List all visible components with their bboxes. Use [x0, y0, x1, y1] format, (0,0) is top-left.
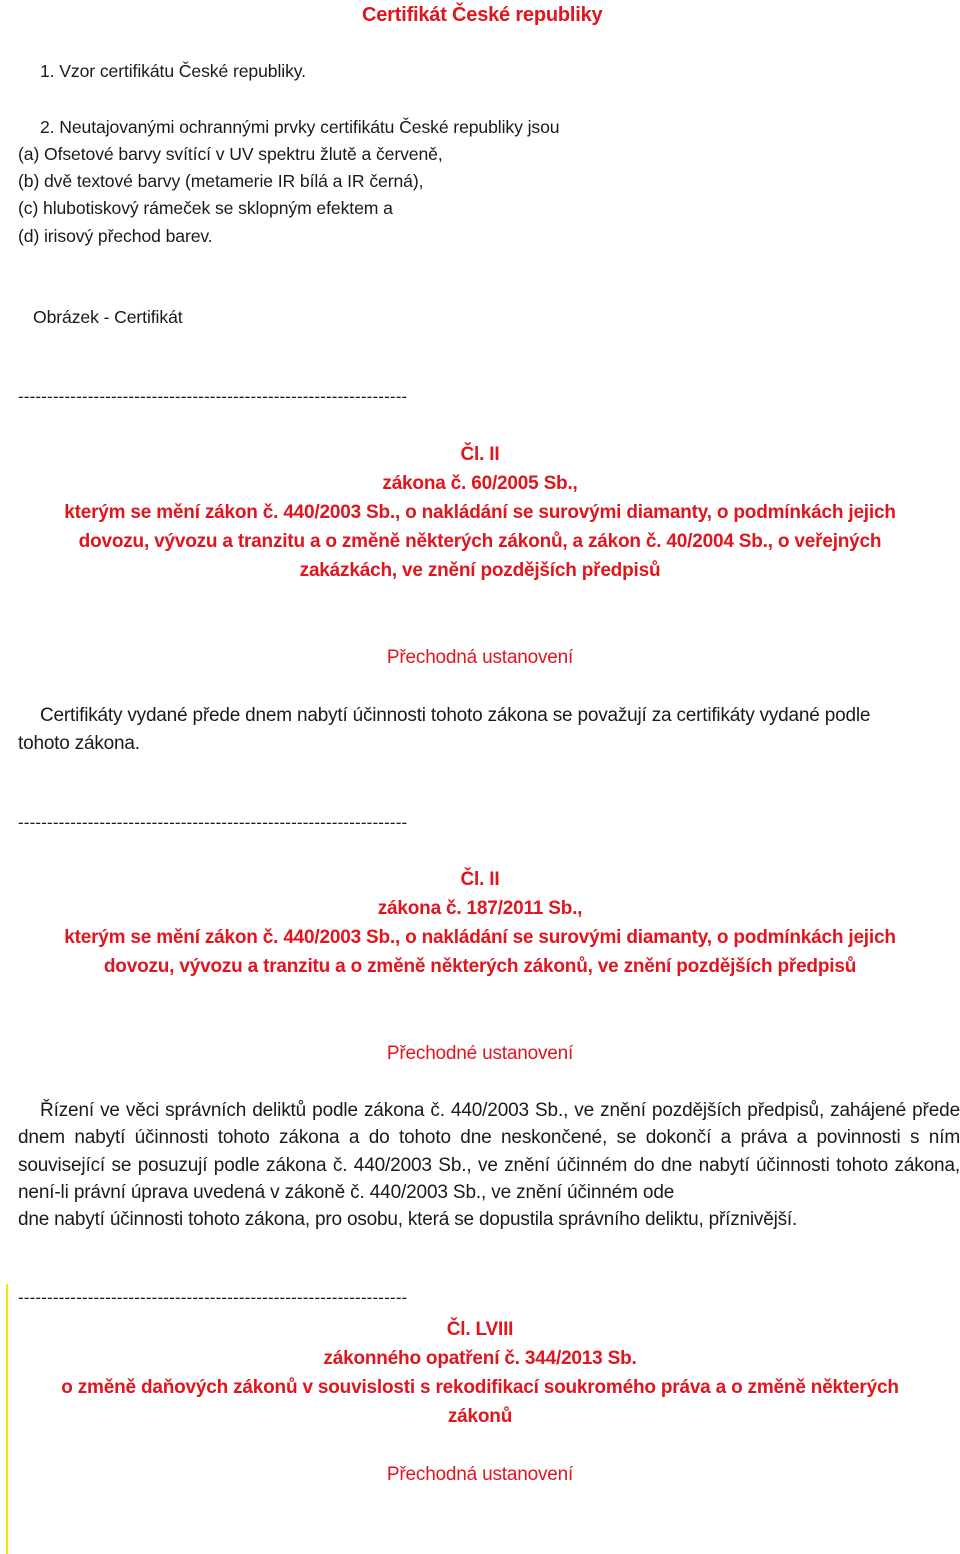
separator-1: ------------------------------------------------------------------- — [18, 387, 408, 406]
block1-article: Čl. II — [460, 444, 500, 465]
list-item-1: 1. Vzor certifikátu České republiky. — [40, 61, 306, 81]
block2-body-paragraph: Řízení ve věci správních deliktů podle zákona č. 440/2003 Sb., ve znění pozdějších předpisů, zahájené přede dnem nabytí účinnosti tohoto zákona a do tohoto dne neskončené, se dokončí a práva a povinnosti s ním související se posuzují podle zákona č. 440/2003 Sb., ve znění účinném do dne nabytí účinnosti tohoto zákona, není-li právní úprava uvedená v zákoně č. 440/2003 Sb., ve znění účinném ode — [18, 1100, 960, 1203]
separator-2: ------------------------------------------------------------------- — [18, 813, 408, 832]
block2-body-last-line: dne nabytí účinnosti tohoto zákona, pro osobu, která se dopustila správního deliktu, příznivější. — [18, 1209, 798, 1230]
block2-heading: Přechodné ustanovení — [386, 1043, 574, 1064]
block2-desc-line-1: kterým se mění zákon č. 440/2003 Sb., o nakládání se surovými diamanty, o podmínkách jejich — [64, 927, 896, 948]
block1-law: zákona č. 60/2005 Sb., — [382, 473, 578, 494]
block3-desc-line-2: zákonů — [447, 1406, 513, 1427]
block3-article: Čl. LVIII — [446, 1319, 514, 1340]
separator-3: ------------------------------------------------------------------- — [18, 1288, 408, 1307]
feature-item-d: (d) irisový přechod barev. — [18, 226, 213, 246]
feature-item-b: (b) dvě textové barvy (metamerie IR bílá a IR černá), — [18, 171, 424, 191]
block2-article: Čl. II — [460, 869, 500, 890]
block1-desc-line-1: kterým se mění zákon č. 440/2003 Sb., o nakládání se surovými diamanty, o podmínkách jejich — [64, 502, 896, 523]
document-title: Certifikát České republiky — [362, 4, 603, 26]
block1-heading: Přechodná ustanovení — [386, 647, 574, 668]
block3-law: zákonného opatření č. 344/2013 Sb. — [323, 1348, 637, 1369]
block3-heading: Přechodná ustanovení — [386, 1464, 574, 1485]
feature-item-a: (a) Ofsetové barvy svítící v UV spektru žlutě a červeně, — [18, 144, 443, 164]
block1-body-line-1: Certifikáty vydané přede dnem nabytí účinnosti tohoto zákona se považují za certifikáty vydané podle — [40, 705, 871, 726]
block2-desc-line-2: dovozu, vývozu a tranzitu a o změně některých zákonů, ve znění pozdějších předpisů — [103, 956, 857, 977]
block3-desc-line-1: o změně daňových zákonů v souvislosti s rekodifikací soukromého práva a o změně některých — [61, 1377, 899, 1398]
image-caption: Obrázek - Certifikát — [33, 307, 183, 327]
block1-body-line-2: tohoto zákona. — [18, 733, 140, 754]
list-item-2: 2. Neutajovanými ochrannými prvky certifikátu České republiky jsou — [40, 117, 560, 137]
block2-law: zákona č. 187/2011 Sb., — [377, 898, 583, 919]
feature-item-c: (c) hlubotiskový rámeček se sklopným efektem a — [18, 198, 393, 218]
block1-desc-line-2: dovozu, vývozu a tranzitu a o změně některých zákonů, a zákon č. 40/2004 Sb., o veřejných — [78, 531, 882, 552]
block1-desc-line-3: zakázkách, ve znění pozdějších předpisů — [299, 560, 661, 581]
